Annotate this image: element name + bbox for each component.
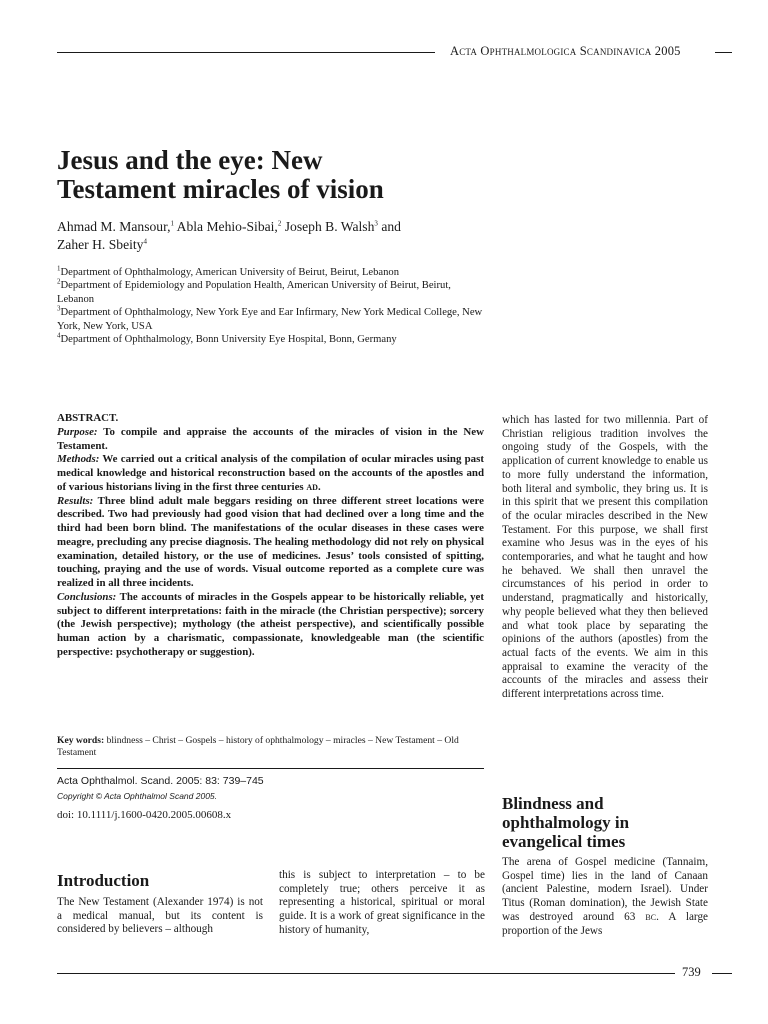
methods-label: Methods: xyxy=(57,453,100,466)
author-list xyxy=(57,218,497,254)
affiliation xyxy=(57,306,487,333)
article-title xyxy=(57,146,497,204)
copyright-line xyxy=(57,791,217,801)
citation-line: Acta Ophthalmol. Scand. 2005: 83: 739–745 xyxy=(57,775,264,787)
introduction-heading: Introduction xyxy=(57,871,150,890)
copyright-holder: Acta Ophthalmol Scand 2005. xyxy=(104,791,218,801)
author-name: Joseph B. Walsh xyxy=(284,219,375,234)
author-name: Zaher H. Sbeity xyxy=(57,237,144,252)
author-affiliation-mark: 2 xyxy=(277,219,282,228)
affiliation xyxy=(57,279,487,306)
footer-rule-right xyxy=(712,973,732,974)
methods-text: We carried out a critical analysis of the compilation of ocular miracles using past medical knowledge and historical reconstruction based on the accounts of the apostles and of various historians living in the first three centuries xyxy=(57,453,484,493)
introduction-col-1: The New Testament (Alexander 1974) is not a medical manual, but its content is considered by believers – although xyxy=(57,896,263,936)
author-name: Ahmad M. Mansour, xyxy=(57,219,171,234)
author-affiliation-mark: 3 xyxy=(374,219,378,228)
keywords-label: Key words: xyxy=(57,735,105,746)
right-column-text: which has lasted for two millennia. Part of Christian religious tradition involves the ongoing study of the Gospels, with the application of current knowledge to enable us to more fully understand the information, both literal and symbolic, they bring us. It is in this spirit that we present this compilation of the ocular miracles described in the New Testament. For this purpose, we shall first examine who Jesus was in the eyes of his contemporaries, and what he taught and how he behaved. We shall then unravel the circumstances of his period in order to understand, pragmatically and historically, why people believed what they then believed and what took place by separating the opinions of the authors (apostles) from the actual facts of the events. We aim in this appraisal to examine the veracity of the accounts of the miracles and assess their different interpretations across time. xyxy=(502,414,708,701)
affiliation-number: 1 xyxy=(57,264,61,273)
affiliation-number: 3 xyxy=(57,304,61,313)
purpose-text: To compile and appraise the accounts of the miracles of vision in the New Testament. xyxy=(57,425,484,452)
section-heading-line: Blindness and xyxy=(502,794,604,813)
author-line-1 xyxy=(57,218,497,236)
conclusions-text: The accounts of miracles in the Gospels appear to be historically reliable, yet subject to different interpretations: faith in the miracle (the Christian perspective); sorcery (the Jewish perspective); mythology (the atheist perspective), and scientifically possible human action by a charismatic, compassionate, knowledgeable man (the scientific perspective: psychotherapy or suggestion). xyxy=(57,590,484,658)
title-line-1: Jesus and the eye: New xyxy=(57,145,323,175)
title-line-2: Testament miracles of vision xyxy=(57,174,384,204)
section-heading-line: ophthalmology in xyxy=(502,813,630,832)
blindness-tail: . A large proportion of the Jews xyxy=(502,910,708,937)
doi: doi: 10.1111/j.1600-0420.2005.00608.x xyxy=(57,809,232,821)
abstract-purpose xyxy=(57,426,484,454)
affiliation-number: 2 xyxy=(57,277,61,286)
page-number: 739 xyxy=(682,965,701,979)
header-rule-left xyxy=(57,52,435,53)
abstract-results xyxy=(57,495,484,591)
purpose-label: Purpose: xyxy=(57,425,98,438)
affiliation-number: 4 xyxy=(57,331,61,340)
author-affiliation-mark: 1 xyxy=(170,219,174,228)
abstract-divider xyxy=(57,768,484,769)
results-label: Results: xyxy=(57,494,94,507)
results-text: Three blind adult male beggars residing on three different street locations were described. Two had previously had good vision that had declined over a long time and the third had been born blind. The manifestations of the ocular diseases in these cases were meagre, precluding any precise diagnosis. The healing methodology did not rely on physical examination, detailed history, or the use of medicines. Jesus’ tools consisted of spitting, touching, praying and the use of words. Visual outcome reported as a complete cure was realized in all three incidents. xyxy=(57,494,484,589)
keywords xyxy=(57,735,484,758)
blindness-text: The arena of Gospel medicine (Tannaim, Gospel time) lies in the land of Canaan (ancient Palestine, modern Israel). Under Titus (Roman domination), the Jewish State was destroyed around 63 xyxy=(502,856,708,923)
abstract xyxy=(57,412,484,660)
author-affiliation-mark: 4 xyxy=(143,237,147,246)
abstract-methods: Methods: We carried out a critical analysis of the compilation of ocular miracles using past medical knowledge and historical reconstruction based on the accounts of the apostles and of various historians living in the first three centuries ad. xyxy=(57,453,484,493)
author-name: Abla Mehio-Sibai, xyxy=(176,219,278,234)
section-heading-line: evangelical times xyxy=(502,832,626,851)
keywords-text: blindness – Christ – Gospels – history of ophthalmology – miracles – New Testament – Old Testament xyxy=(57,735,459,758)
blindness-era: bc xyxy=(645,910,657,923)
copyright-word: Copyright xyxy=(57,791,94,801)
author-line-2 xyxy=(57,236,497,254)
journal-header: Acta Ophthalmologica Scandinavica 2005 xyxy=(450,44,681,58)
introduction-col-2: this is subject to interpretation – to be completely true; others perceive it as representing a historical, spiritual or moral guide. It is a work of great significance in the history of humanity, xyxy=(279,869,485,936)
methods-era: ad xyxy=(306,480,318,493)
header-rule-right xyxy=(715,52,732,53)
abstract-heading: ABSTRACT. xyxy=(57,412,119,424)
affiliations xyxy=(57,266,487,346)
affiliation-text: Department of Ophthalmology, Bonn University Eye Hospital, Bonn, Germany xyxy=(60,334,397,346)
affiliation-text: Department of Ophthalmology, New York Eye and Ear Infirmary, New York Medical College, New York, New York, USA xyxy=(57,307,483,332)
affiliation-text: Department of Epidemiology and Population Health, American University of Beirut, Beirut, Lebanon xyxy=(57,280,451,305)
abstract-conclusions xyxy=(57,591,484,660)
author-and: and xyxy=(381,219,401,234)
affiliation xyxy=(57,333,487,346)
affiliation xyxy=(57,266,487,279)
blindness-section-text xyxy=(502,856,708,938)
footer-rule-left xyxy=(57,973,675,974)
affiliation-text: Department of Ophthalmology, American University of Beirut, Beirut, Lebanon xyxy=(60,267,400,278)
copyright-symbol: © xyxy=(95,791,103,801)
conclusions-label: Conclusions: xyxy=(57,590,117,603)
section-heading-blindness xyxy=(502,794,708,851)
